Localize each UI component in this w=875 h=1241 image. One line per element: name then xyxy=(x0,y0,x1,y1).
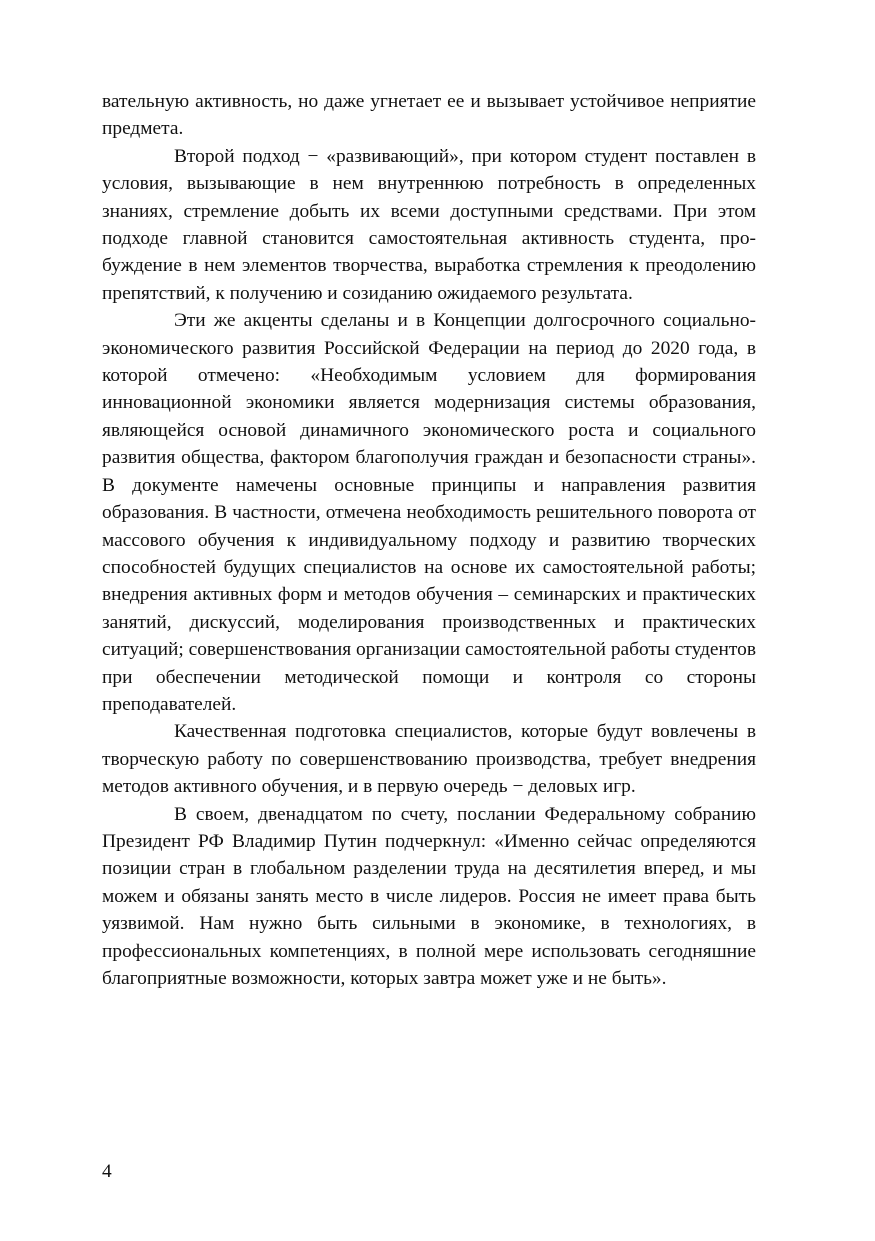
page-number: 4 xyxy=(102,1161,112,1182)
paragraph-business-games: Качественная подготовка специалистов, которые будут вовлечены в творческую работу по совершенствованию производства, требует внедрения методов активного обучения, и в первую очередь − деловых игр. xyxy=(102,721,756,798)
paragraph-developing-approach: Второй подход − «развивающий», при котором студент поставлен в условия, вызывающие в нем внутреннюю потребность в определенных знаниях, стремление добыть их всеми доступными средствами. При этом подходе главной становится самостоятельная активность студента, пробуждение в нем элементов творчества, выработка стремления к преодолению препятствий, к получению и созиданию ожидаемого результата. xyxy=(102,145,756,304)
body-text xyxy=(102,88,756,992)
paragraph-presidential-address: В своем, двенадцатом по счету, послании Федеральному собранию Президент РФ Владимир Путин подчеркнул: «Именно сейчас определяются позиции стран в глобальном разделении труда на десятилетия вперед, и мы можем и обязаны занять место в числе лидеров. Россия не имеет права быть уязвимой. Нам нужно быть сильными в экономике, в технологиях, в профессиональных компетенциях, в полной мере использовать сегодняшние благоприятные возможности, которых завтра может уже и не быть». xyxy=(102,803,756,989)
paragraph-continuation: вательную активность, но даже угнетает ее и вызывает устойчивое неприятие предмета. xyxy=(102,91,756,140)
paragraph-concept-2020: Эти же акценты сделаны и в Концепции долгосрочного социально-экономического развития Российской Федерации на период до 2020 года, в которой отмечено: «Необходимым условием для формирования инновационной экономики является модернизация системы образования, являющейся основой динамичного экономического роста и социального развития общества, фактором благополучия граждан и безопасности страны». В документе намечены основные принципы и направления развития образования. В частности, отмечена необходимость решительного поворота от массового обучения к индивидуальному подходу и развитию творческих способностей будущих специалистов на основе их самостоятельной работы; внедрения активных форм и методов обучения – семинарских и практических занятий, дискуссий, моделирования производственных и практических ситуаций; совершенствования организации самостоятельной работы студентов при обеспечении методической помощи и контроля со стороны преподавателей. xyxy=(102,310,756,715)
